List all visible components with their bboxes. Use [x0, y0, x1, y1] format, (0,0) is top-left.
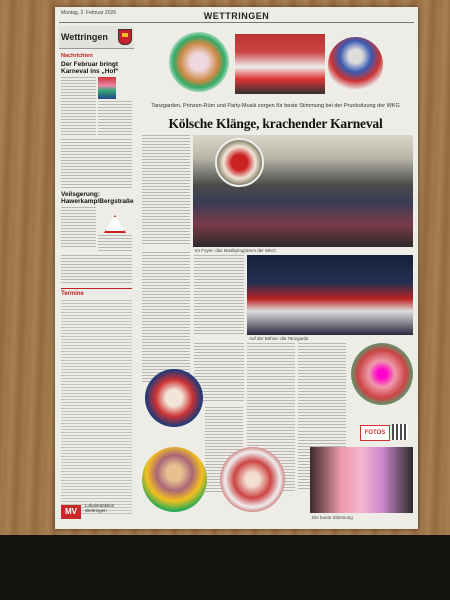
- brief-photo: [98, 77, 116, 99]
- second-text-3: [61, 255, 132, 285]
- dark-floor: [0, 535, 450, 600]
- fotos-badge: FOTOS: [360, 425, 390, 441]
- main-photo-caption: Im Foyer: das Musikprogramm der WKG: [195, 248, 276, 253]
- mv-logo: MV: [61, 505, 81, 519]
- stage-photo: [247, 255, 413, 335]
- traffic-sign-icon: [104, 215, 126, 233]
- inset-circle-photo: [215, 138, 264, 187]
- second-block: [61, 207, 132, 253]
- section-title: WETTRINGEN: [203, 11, 270, 21]
- circle-photo-right: [351, 343, 413, 405]
- dancers-circle-photo: [145, 369, 203, 427]
- newspaper-page: [55, 7, 418, 529]
- main-headline: Kölsche Klänge, krachender Karneval: [168, 116, 383, 131]
- brief-text-3: [61, 139, 132, 189]
- mv-text: Lokalredaktion Wettringen: [85, 503, 115, 513]
- stage-photo-caption: Auf der Bühne: die Tanzgarde: [249, 336, 309, 341]
- header-rule: [59, 22, 414, 23]
- city-title-text: Wettringen: [61, 32, 108, 42]
- brief-text: [61, 77, 96, 137]
- brief-text-2: [98, 101, 132, 137]
- brief-side: [98, 77, 132, 137]
- second-headline: Veilsgerung: Hawerkamp/Bergstraße: [61, 191, 134, 205]
- bottom-photo-caption: Die bunte Stimmung: [312, 515, 353, 520]
- lead-text-6: [298, 343, 346, 428]
- termine-list: [61, 300, 132, 515]
- city-title: [59, 26, 134, 49]
- qr-code-icon: [392, 424, 408, 440]
- top-photo-rect: [235, 34, 325, 94]
- brief-headline: Der Februar bringt Karneval ins „Hof“: [61, 61, 119, 75]
- bottom-circle-photo-left: [142, 447, 207, 512]
- bottom-rect-photo: [310, 447, 413, 513]
- second-text: [61, 207, 96, 247]
- top-photo-circle-right: [328, 37, 383, 92]
- lead-text-1: [142, 135, 190, 245]
- termine-label: Termine: [61, 288, 132, 297]
- nachrichten-label: Nachrichten: [61, 53, 93, 59]
- second-text-2: [98, 235, 132, 253]
- second-side: [98, 207, 132, 253]
- bottom-circle-photo-mid: [220, 447, 285, 512]
- brief-block: [61, 77, 132, 137]
- lead-text-3: [194, 255, 244, 335]
- top-photo-circle-left: [169, 32, 229, 92]
- left-column: [59, 26, 134, 525]
- town-crest-icon: [118, 29, 132, 45]
- lead-text-2: [142, 252, 190, 382]
- issue-date: Montag, 2. Februar 2026: [61, 10, 117, 16]
- kicker: Tanzgarden, Prinzen-Rüm und Party-Musik sorgen für beste Stimmung bei der Prunksitzung der WKG: [151, 103, 400, 109]
